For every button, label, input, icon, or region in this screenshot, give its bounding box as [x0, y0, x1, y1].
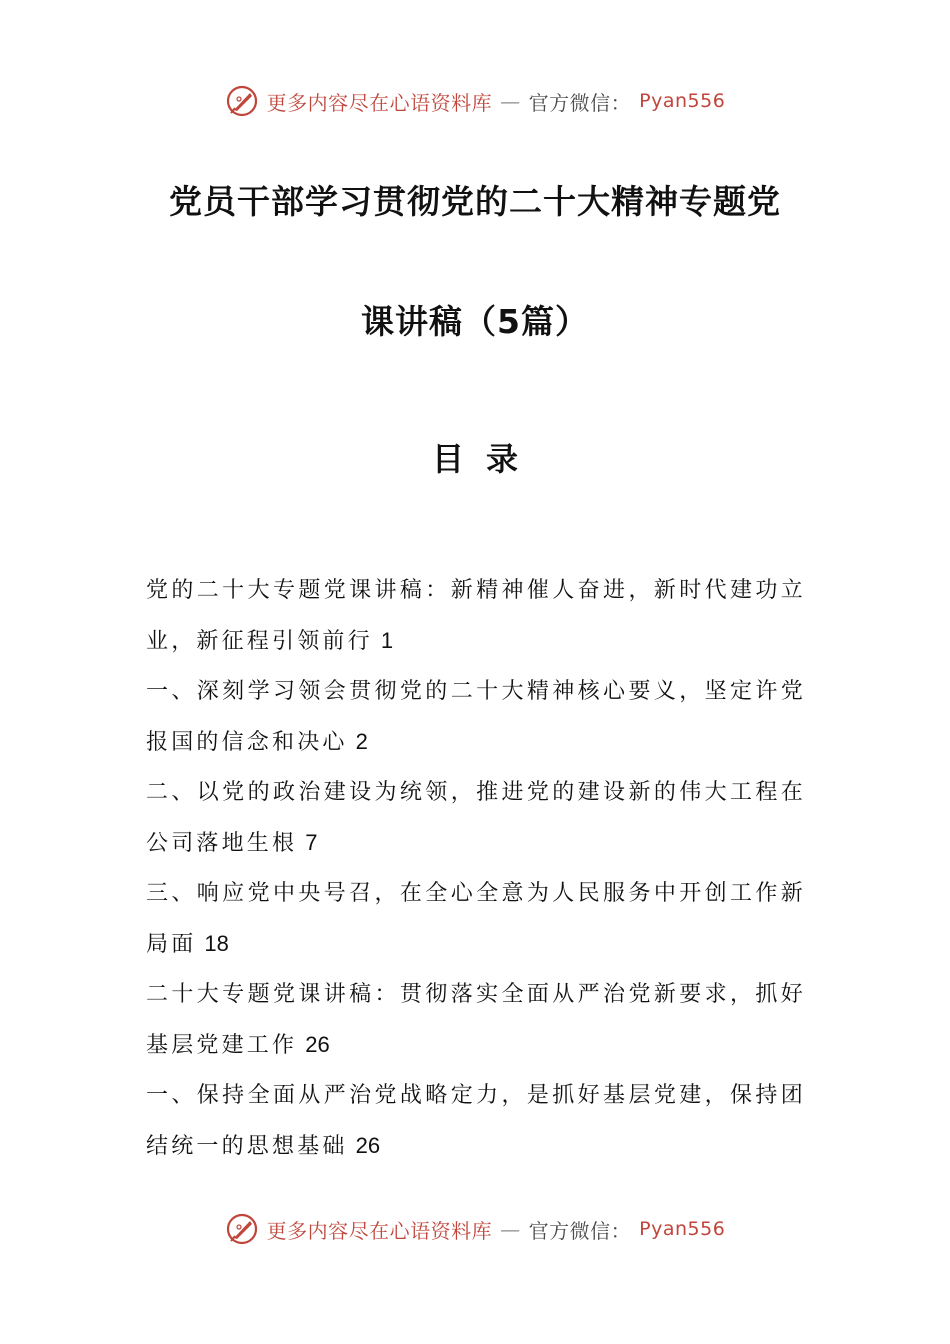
toc-heading: 目录 [431, 440, 540, 478]
watermark-label: 官方微信： [528, 1218, 632, 1243]
document-title-line-2: 课讲稿（5篇） [361, 302, 589, 341]
toc-entry[interactable] [146, 1071, 806, 1172]
toc-entry-text: 党的二十大专题党课讲稿：新精神催人奋进，新时代建功立业，新征程引领前行 [146, 578, 806, 654]
toc-entry[interactable] [146, 667, 806, 768]
watermark-account: Pyan556 [639, 1218, 726, 1240]
toc-entry-page: 26 [305, 1032, 330, 1057]
toc-entry-page: 26 [355, 1133, 381, 1158]
quill-pen-logo-icon [225, 1212, 259, 1246]
toc-entry-page: 1 [380, 628, 394, 653]
toc-entry[interactable] [146, 566, 806, 667]
watermark-dash: — [500, 1217, 521, 1241]
watermark-text: 更多内容尽在心语资料库 [266, 1218, 493, 1243]
toc-entry-page: 2 [355, 729, 368, 754]
toc-entry-text: 一、深刻学习领会贯彻党的二十大精神核心要义，坚定许党报国的信念和决心 [146, 679, 806, 755]
toc-entry-page: 18 [204, 931, 229, 956]
watermark-account: Pyan556 [639, 90, 726, 112]
document-title-line-1: 党员干部学习贯彻党的二十大精神专题党 [169, 182, 781, 221]
toc-entry-text: 二、以党的政治建设为统领，推进党的建设新的伟大工程在公司落地生根 [146, 780, 806, 856]
footer-watermark [0, 1212, 950, 1246]
toc-entry[interactable] [146, 768, 806, 869]
toc-entry[interactable] [146, 869, 806, 970]
toc-entry-text: 二十大专题党课讲稿：贯彻落实全面从严治党新要求，抓好基层党建工作 [146, 982, 806, 1058]
toc-entry-page: 7 [305, 830, 318, 855]
toc-entry-text: 一、保持全面从严治党战略定力，是抓好基层党建，保持团结统一的思想基础 [146, 1083, 806, 1159]
toc-entry[interactable] [146, 970, 806, 1071]
table-of-contents [146, 566, 806, 1172]
watermark-dash: — [500, 89, 521, 113]
watermark-label: 官方微信： [528, 90, 632, 115]
watermark-text: 更多内容尽在心语资料库 [266, 90, 493, 115]
quill-pen-logo-icon [225, 84, 259, 118]
header-watermark [0, 84, 950, 118]
toc-entry-text: 三、响应党中央号召，在全心全意为人民服务中开创工作新局面 [146, 881, 806, 957]
